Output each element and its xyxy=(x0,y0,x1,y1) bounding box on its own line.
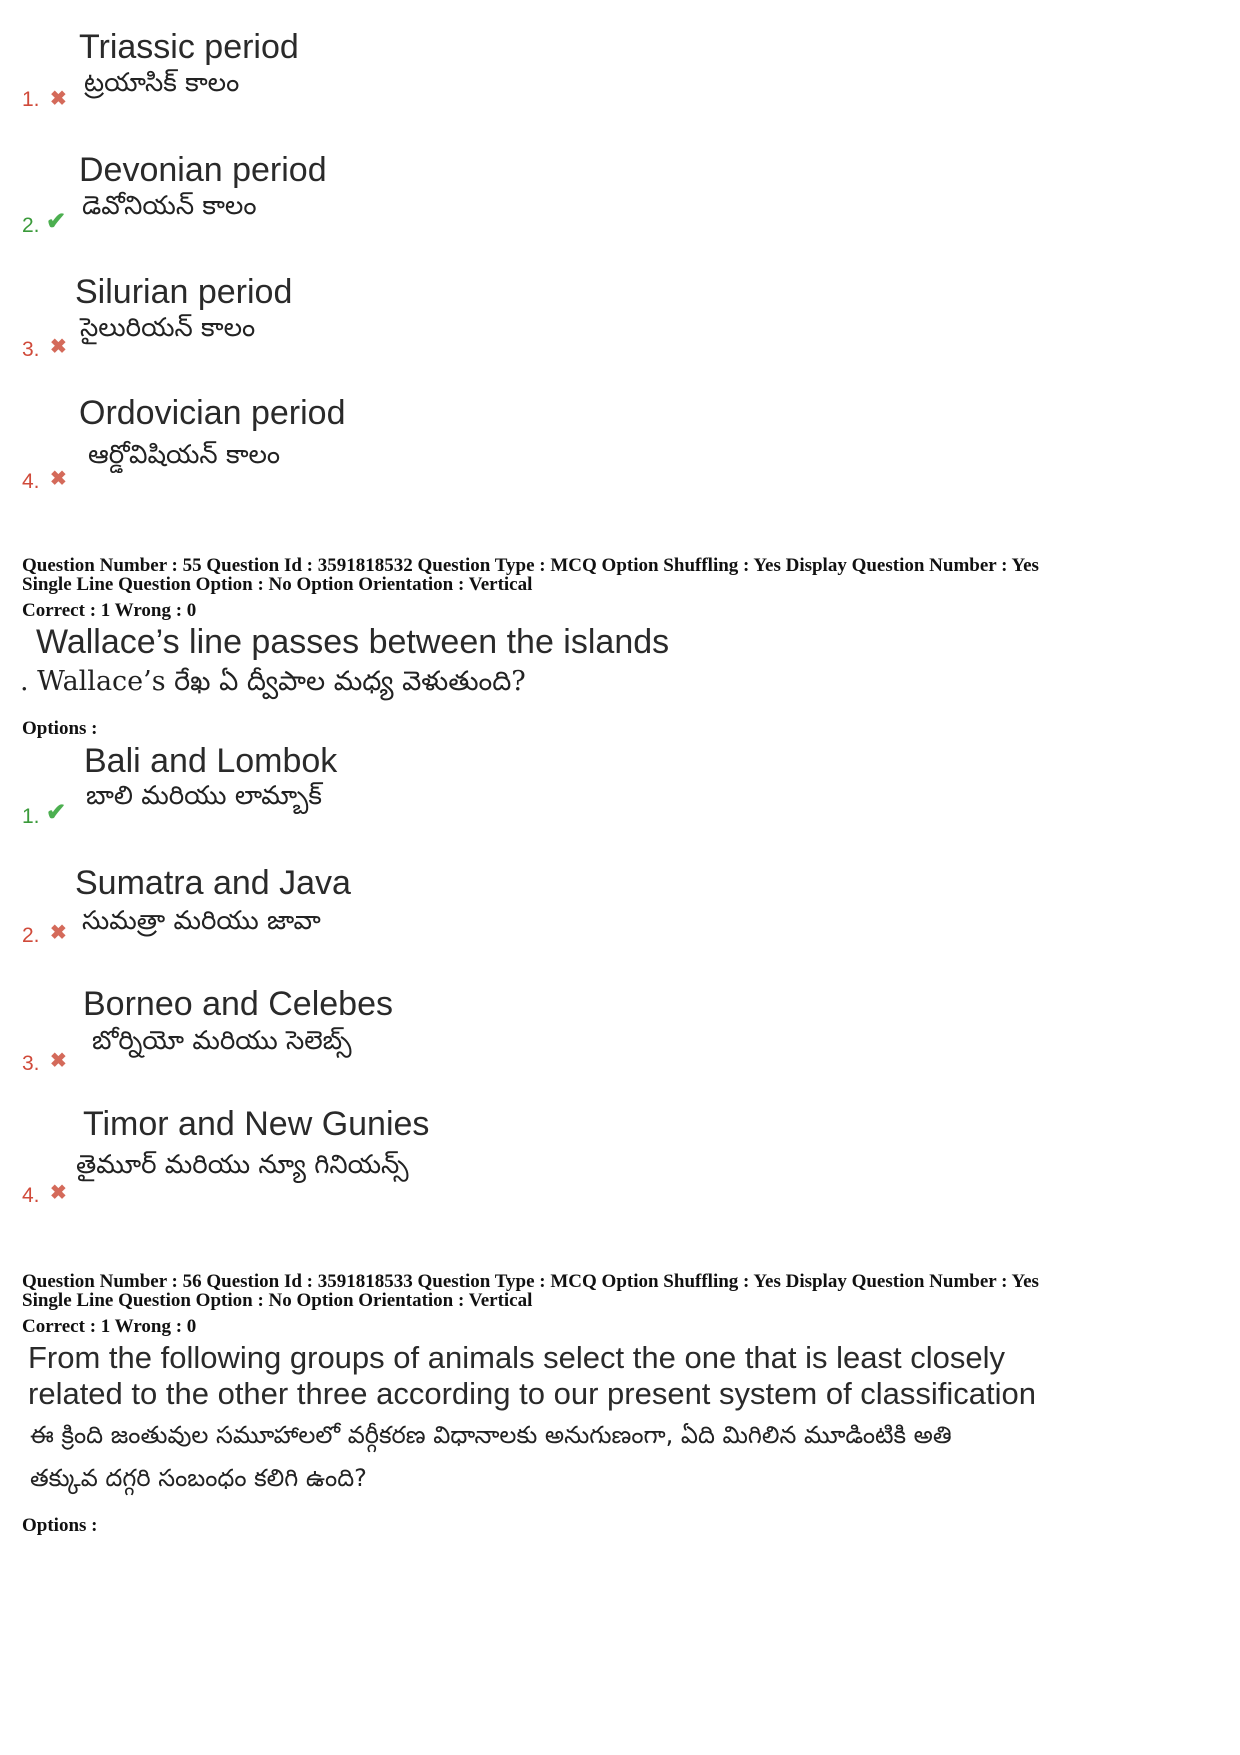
question-text-te-line2: తక్కువ దగ్గరి సంబంధం కలిగి ఉంది? xyxy=(30,1464,367,1492)
options-label: Options : xyxy=(22,1515,98,1536)
option-text-en: Borneo and Celebes xyxy=(83,985,394,1023)
question-text-en-line1: From the following groups of animals select the one that is least closely xyxy=(28,1340,1005,1375)
option-text-te: ఆర్డోవిషియన్ కాలం xyxy=(88,440,281,470)
option-text-en: Devonian period xyxy=(79,151,327,189)
option-text-te: సుమత్రా మరియు జావా xyxy=(82,906,321,936)
option-text-en: Triassic period xyxy=(79,28,299,66)
option-text-te: బోర్నియో మరియు సెలెబ్స్ xyxy=(92,1026,352,1056)
option-text-te: ట్రయాసిక్ కాలం xyxy=(84,68,240,98)
question-meta-line2: Single Line Question Option : No Option Orientation : Vertical xyxy=(22,1290,533,1311)
question-meta-line2: Single Line Question Option : No Option Orientation : Vertical xyxy=(22,574,533,595)
question-text-en: Wallace’s line passes between the islands xyxy=(36,623,670,661)
question-text-te: . Wallace’s రేఖ ఏ ద్వీపాల మధ్య వెళుతుంది? xyxy=(20,666,526,697)
question-text-te-line1: ఈ క్రింది జంతువుల సమూహాలలో వర్గీకరణ విధానాలకు అనుగుణంగా, ఏది మిగిలిన మూడింటికి అతి xyxy=(30,1421,952,1449)
option-number: 4. xyxy=(22,1184,40,1207)
wrong-mark-icon: ✖ xyxy=(50,88,67,110)
wrong-mark-icon: ✖ xyxy=(50,1050,67,1072)
question-meta-line1: Question Number : 56 Question Id : 3591818533 Question Type : MCQ Option Shuffling : Yes Display Question Number : Yes xyxy=(22,1271,1039,1292)
correct-check-icon: ✔ xyxy=(46,799,67,826)
option-text-en: Ordovician period xyxy=(79,394,346,432)
option-text-en: Timor and New Gunies xyxy=(83,1105,430,1143)
score-line: Correct : 1 Wrong : 0 xyxy=(22,600,197,621)
wrong-mark-icon: ✖ xyxy=(50,922,67,944)
option-number: 4. xyxy=(22,470,40,493)
wrong-mark-icon: ✖ xyxy=(50,336,67,358)
option-number: 2. xyxy=(22,214,40,237)
option-text-te: సైలురియన్ కాలం xyxy=(80,313,256,343)
wrong-mark-icon: ✖ xyxy=(50,468,67,490)
option-text-en: Bali and Lombok xyxy=(84,742,338,780)
correct-check-icon: ✔ xyxy=(46,208,67,235)
option-text-te: బాలి మరియు లామ్బాక్ xyxy=(86,781,322,811)
option-number: 1. xyxy=(22,805,40,828)
question-text-en-line2: related to the other three according to our present system of classification xyxy=(28,1376,1037,1411)
question-meta-line1: Question Number : 55 Question Id : 3591818532 Question Type : MCQ Option Shuffling : Yes Display Question Number : Yes xyxy=(22,555,1039,576)
option-number: 2. xyxy=(22,924,40,947)
option-text-te: తైమూర్ మరియు న్యూ గినియన్స్ xyxy=(76,1150,409,1180)
option-number: 3. xyxy=(22,338,40,361)
option-text-te: డెవోనియన్ కాలం xyxy=(82,191,257,221)
option-text-en: Sumatra and Java xyxy=(75,864,351,902)
option-text-en: Silurian period xyxy=(75,273,293,311)
options-label: Options : xyxy=(22,718,98,739)
score-line: Correct : 1 Wrong : 0 xyxy=(22,1316,197,1337)
option-number: 1. xyxy=(22,88,40,111)
wrong-mark-icon: ✖ xyxy=(50,1182,67,1204)
option-number: 3. xyxy=(22,1052,40,1075)
